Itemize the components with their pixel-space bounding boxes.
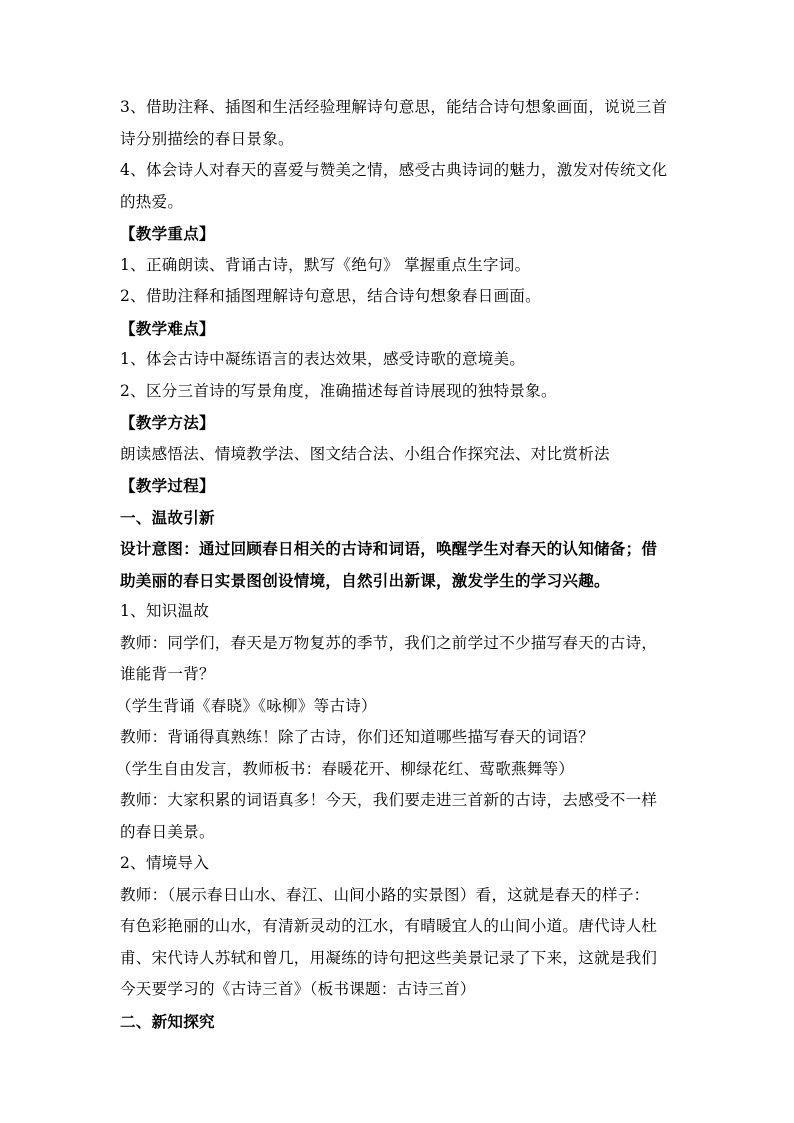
text-line: 谁能背一背？ bbox=[120, 665, 215, 683]
section-heading: 【教学过程】 bbox=[120, 476, 215, 495]
section-heading: 【教学重点】 bbox=[120, 224, 215, 243]
text-line: 朗读感悟法、情境教学法、图文结合法、小组合作探究法、对比赏析法 bbox=[120, 444, 610, 463]
text-line: 教师：同学们，春天是万物复苏的季节，我们之前学过不少描写春天的古诗， bbox=[120, 633, 658, 652]
text-line: 2、情境导入 bbox=[120, 854, 210, 872]
text-line: 1、知识温故 bbox=[120, 602, 210, 620]
design-intent-text: 设计意图：通过回顾春日相关的古诗和词语，唤醒学生对春天的认知储备；借 bbox=[120, 539, 658, 558]
text-line: 教师：背诵得真熟练！除了古诗，你们还知道哪些描写春天的词语？ bbox=[120, 728, 595, 746]
text-line: 3、借助注释、插图和生活经验理解诗句意思，能结合诗句想象画面，说说三首 bbox=[120, 98, 668, 116]
text-line: 诗分别描绘的春日景象。 bbox=[120, 129, 294, 148]
design-intent-text: 助美丽的春日实景图创设情境，自然引出新课，激发学生的学习兴趣。 bbox=[120, 570, 610, 590]
text-line: 4、体会诗人对春天的喜爱与赞美之情，感受古典诗词的魅力，激发对传统文化 bbox=[120, 161, 668, 179]
subsection-heading: 一、温故引新 bbox=[120, 507, 215, 527]
text-line: 的热爱。 bbox=[120, 192, 184, 211]
text-line: （学生自由发言，教师板书：春暖花开、柳绿花红、莺歌燕舞等） bbox=[116, 759, 575, 778]
text-line: 的春日美景。 bbox=[120, 822, 215, 841]
text-line: 教师：（展示春日山水、春江、山间小路的实景图）看，这就是春天的样子： bbox=[120, 885, 650, 904]
section-heading: 【教学难点】 bbox=[120, 318, 215, 338]
text-line: 2、区分三首诗的写景角度，准确描述每首诗展现的独特景象。 bbox=[120, 381, 557, 400]
text-line: （学生背诵《春晓》《咏柳》等古诗） bbox=[116, 696, 377, 715]
text-line: 教师：大家积累的词语真多！今天，我们要走进三首新的古诗，去感受不一样 bbox=[120, 791, 658, 809]
text-line: 今天要学习的《古诗三首》（板书课题：古诗三首） bbox=[120, 980, 476, 998]
text-line: 1、体会古诗中凝练语言的表达效果，感受诗歌的意境美。 bbox=[120, 350, 526, 368]
text-line: 甫、宋代诗人苏轼和曾几，用凝练的诗句把这些美景记录了下来，这就是我们 bbox=[120, 948, 658, 967]
text-line: 2、借助注释和插图理解诗句意思，结合诗句想象春日画面。 bbox=[120, 287, 541, 305]
subsection-heading: 二、新知探究 bbox=[120, 1011, 215, 1031]
text-line: 有色彩艳丽的山水，有清新灵动的江水，有晴暖宜人的山间小道。唐代诗人杜 bbox=[120, 917, 658, 935]
text-line: 1、正确朗读、背诵古诗，默写《绝句》 掌握重点生字词。 bbox=[120, 255, 531, 274]
section-heading: 【教学方法】 bbox=[120, 413, 215, 432]
document-page bbox=[116, 92, 680, 1037]
